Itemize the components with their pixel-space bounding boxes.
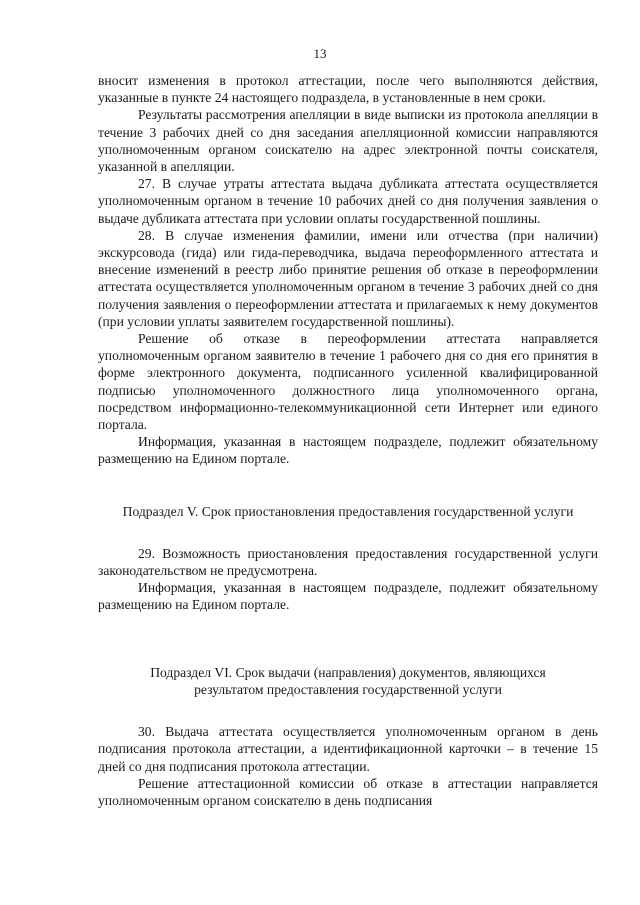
spacer (98, 520, 598, 545)
paragraph-commission-refusal: Решение аттестационной комиссии об отказе в аттестации направляется уполномоченным органом соискателю в день подписания (98, 775, 598, 808)
paragraph-refusal-decision: Решение об отказе в переоформлении аттестата направляется уполномоченным органом заявителю в течение 1 рабочего дня со дня его принятия в форме электронного документа, подписанного усиленной квалифицированной подписью уполномоченного должностного лица уполномоченного органа, посредством информационно-телекоммуникационной сети Интернет или единого портала. (98, 331, 598, 433)
section-vi-heading-line1: Подраздел VI. Срок выдачи (направления) документов, являющихся (150, 664, 546, 680)
paragraph-30: 30. Выдача аттестата осуществляется уполномоченным органом в день подписания протокола аттестации, а идентификационной карточки – в течение 15 дней со дня подписания протокола аттестации. (98, 724, 598, 774)
paragraph-27: 27. В случае утраты аттестата выдача дубликата аттестата осуществляется уполномоченным органом в течение 10 рабочих дней со дня получения заявления о выдаче дубликата аттестата при условии оплаты государственной пошлины. (98, 176, 598, 226)
spacer (98, 468, 598, 503)
paragraph-28: 28. В случае изменения фамилии, имени или отчества (при наличии) экскурсовода (гида) или гида-переводчика, выдача переоформленного аттестата и внесение изменений в реестр либо принятие решения об отказе в переоформлении аттестата осуществляется уполномоченным органом в течение 3 рабочих дней со дня получения заявления о переоформлении аттестата и прилагаемых к нему документов (при условии уплаты заявителем государственной пошлины). (98, 227, 598, 329)
paragraph-section-v-info: Информация, указанная в настоящем подразделе, подлежит обязательному размещению на Едином портале. (98, 580, 598, 613)
section-vi-heading-line2: результатом предоставления государственной услуги (194, 681, 502, 697)
paragraph-29: 29. Возможность приостановления предоставления государственной услуги законодательством не предусмотрена. (98, 545, 598, 579)
section-v-heading: Подраздел V. Срок приостановления предоставления государственной услуги (122, 503, 574, 519)
paragraph-appeal-results: Результаты рассмотрения апелляции в виде выписки из протокола апелляции в течение 3 рабочих дней со дня заседания апелляционной комиссии направляются уполномоченным органом соискателю на адрес электронной почты соискателя, указанной в апелляции. (98, 107, 598, 175)
spacer (98, 614, 598, 664)
paragraph-info-placement: Информация, указанная в настоящем подразделе, подлежит обязательному размещению на Едином портале. (98, 434, 598, 467)
page-number: 13 (313, 46, 327, 61)
document-body (98, 72, 598, 809)
spacer (98, 698, 598, 723)
paragraph-continuation: вносит изменения в протокол аттестации, после чего выполняются действия, указанные в пункте 24 настоящего подраздела, в установленные в нем сроки. (98, 73, 598, 106)
